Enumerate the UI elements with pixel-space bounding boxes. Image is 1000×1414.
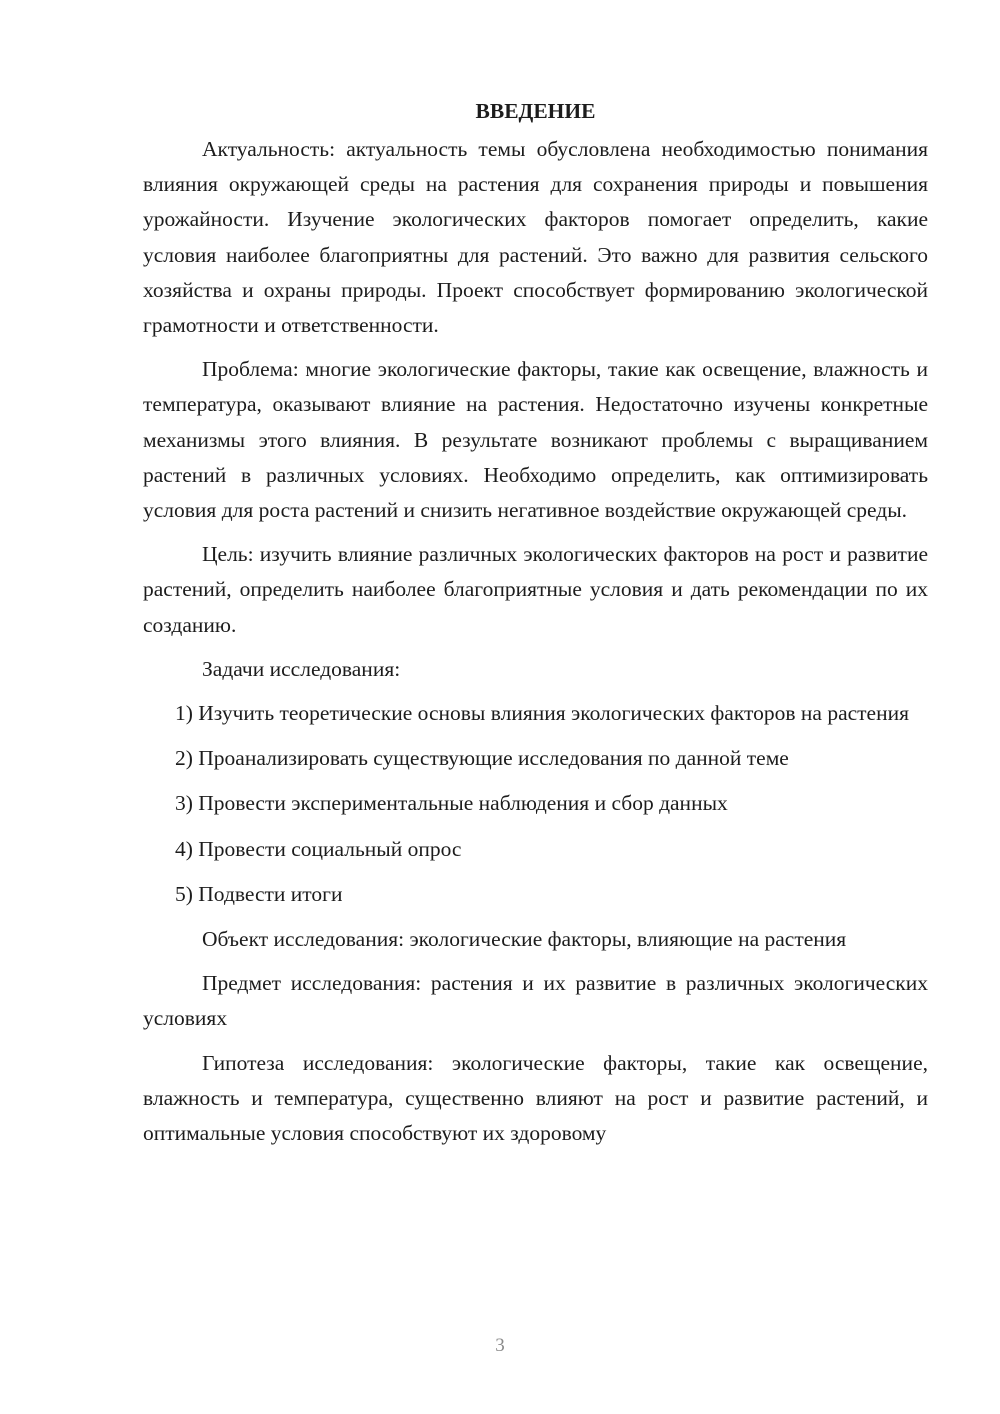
task-item: 2) Проанализировать существующие исследования по данной теме: [175, 746, 789, 771]
task-item: 3) Провести экспериментальные наблюдения и сбор данных: [175, 791, 728, 816]
tasks-list: [143, 696, 928, 912]
task-item: 4) Провести социальный опрос: [175, 836, 462, 861]
task-item: 1) Изучить теоретические основы влияния экологических факторов на растения: [175, 701, 909, 726]
problem-paragraph: Проблема: многие экологические факторы, такие как освещение, влажность и температура, оказывают влияние на растения. Недостаточно изучены конкретные механизмы этого влияния. В результате возникают проблемы с выращиванием растений в различных условиях. Необходимо определить, как оптимизировать условия для роста растений и снизить негативное воздействие окружающей среды.: [143, 357, 928, 523]
page-number: 3: [495, 1335, 505, 1356]
object-paragraph: Объект исследования: экологические факторы, влияющие на растения: [202, 927, 847, 952]
hypothesis-paragraph: Гипотеза исследования: экологические факторы, такие как освещение, влажность и температура, существенно влияют на рост и развитие растений, и оптимальные условия способствуют их здоровому: [143, 1050, 928, 1146]
subject-paragraph: Предмет исследования: растения и их развитие в различных экологических условиях: [143, 971, 928, 1031]
document-page: [143, 94, 928, 1160]
task-item: 5) Подвести итоги: [175, 881, 343, 906]
relevance-paragraph: Актуальность: актуальность темы обусловлена необходимостью понимания влияния окружающей среды на растения для сохранения природы и повышения урожайности. Изучение экологических факторов помогает определить, какие условия наиболее благоприятны для растений. Это важно для развития сельского хозяйства и охраны природы. Проект способствует формированию экологической грамотности и ответственности.: [143, 137, 928, 338]
page-title: ВВЕДЕНИЕ: [475, 99, 596, 123]
tasks-heading: Задачи исследования:: [202, 656, 401, 681]
goal-paragraph: Цель: изучить влияние различных экологических факторов на рост и развитие растений, определить наиболее благоприятные условия и дать рекомендации по их созданию.: [143, 542, 928, 637]
